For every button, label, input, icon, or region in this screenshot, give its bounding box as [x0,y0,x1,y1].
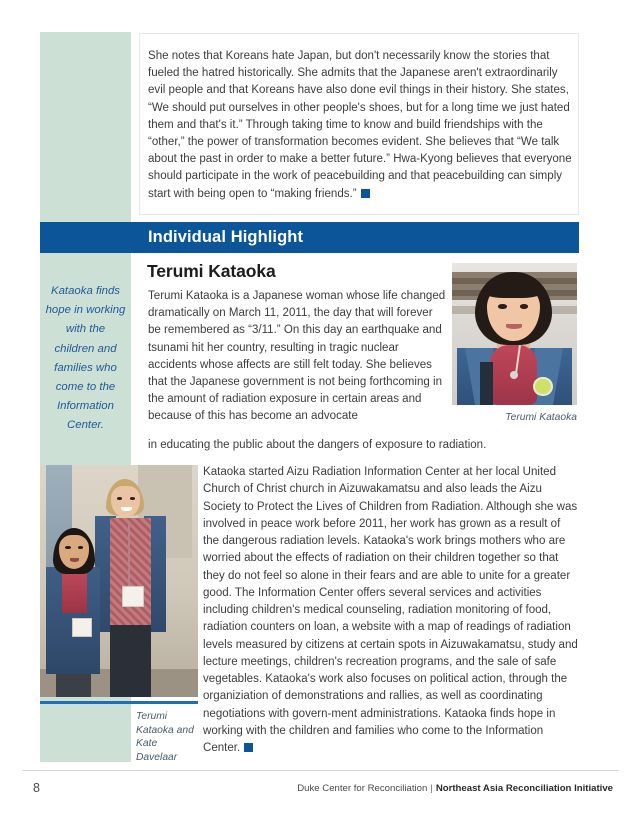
terumi-name-badge [72,618,93,637]
photo-eye-left [498,304,507,309]
end-of-article-marker-icon [244,743,253,752]
photo-fringe [483,277,543,298]
kate-lanyard [128,521,130,586]
intro-paragraph-text: She notes that Koreans hate Japan, but don't necessarily know the stories that fueled the hatred historically. She admits that the Japanese aren't extraordinarily evil people and that Koreans have also done evil things in their history. She states, “We should put ourselves in other people's shoes, but for a long time we just hated them and that's it.” Through taking time to know and build friendships with the “other,” the power of transformation becomes evident. She believes that “We talk about the past in order to make a better future.” Hwa-Kyong believes that everyone should participate in the work of peacebuilding and that peacebuilding can simply start with being open to “making friends.” [148,50,572,200]
footer-organization: Duke Center for Reconciliation [297,783,428,794]
group-photo-caption: Terumi Kataoka and Kate Davelaar [136,711,194,763]
footer-credit [297,783,613,794]
article-paragraph-2-text: Kataoka started Aizu Radiation Information Center at her local United Church of Christ church in Aizuwakamatsu and also leads the Aizu Society to Protect the Lives of Children from Radiation. Although she was involved in peace work before 2011, her work has grown as a result of the dangerous radiation levels. Kataoka's work brings mothers who are worried about the effects of radiation on their children together so that they do not feel so alone in their fears and are able to unite for a greater good. The Information Center offers several services and activities including children's medical counseling, radiation monitoring of food, radiation counters on loan, a website with a map of readings of radiation levels measured by citizens at certain spots in Aizuwakamatsu, study and lecture meetings, children's recreation programs, and the sale of safe vegetables. Kataoka's work also focuses on political action, through the organiziation of demonstrations and rallies, as well as coordinating negotiations with govern-ment administrations. Kataoka finds hope in working with the children and families who come to the Information Center. [203,466,578,754]
photo-eye-right [520,304,529,309]
article-paragraph-2 [203,464,578,757]
photo-mouth [506,324,522,329]
footer-initiative: Northeast Asia Reconciliation Initiative [435,783,613,794]
group-photo-rule [40,701,198,704]
terumi-eye-left [65,546,71,549]
terumi-kataoka-and-kate-davelaar-photo [40,465,198,697]
article-paragraph-1-tail: in educating the public about the dangers of exposure to radiation. [148,439,487,451]
portrait-photo-caption: Terumi Kataoka [505,412,577,423]
photo-shoulder-bag [480,362,494,405]
terumi-smile [70,558,79,562]
kate-name-badge [122,586,144,607]
section-banner [40,222,579,253]
sidebar-pullquote: Kataoka finds hope in working with the children and families who come to the Information Center. [45,285,126,432]
section-banner-title: Individual Highlight [148,228,304,246]
article-title: Terumi Kataoka [147,261,276,281]
intro-paragraph [148,48,573,203]
terumi-red-scarf [62,567,87,613]
page-number: 8 [33,781,40,795]
kate-pants [110,625,151,697]
footer-divider [22,770,619,771]
terumi-kataoka-portrait-photo [452,263,577,405]
end-of-article-marker-icon [361,189,370,198]
footer-separator: | [430,783,433,794]
article-paragraph-1: Terumi Kataoka is a Japanese woman whose life changed dramatically on March 11, 2011, the day that will forever be remembered as “3/11.” On this day an earthquake and tsunami hit her country, resulting in tragic nuclear accidents whose affects are still felt today. She believes that the Japanese government is not being forthcoming in the amount of radiation exposure in certain areas and because of this has become an advocate [148,290,446,423]
